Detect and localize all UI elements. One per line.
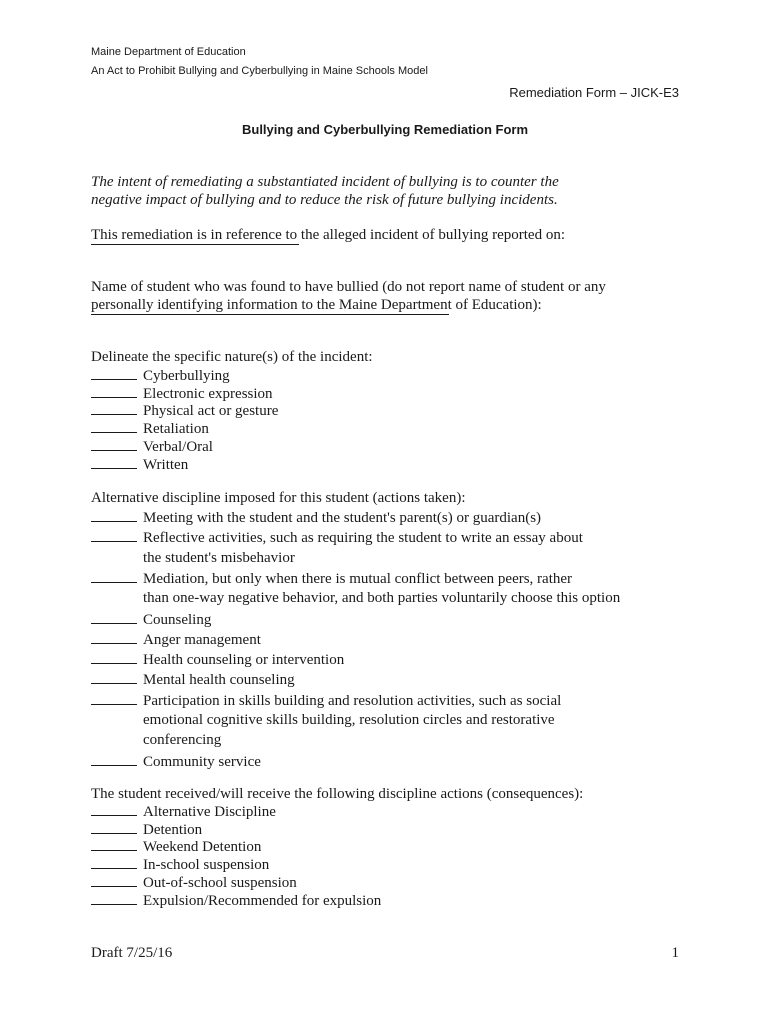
option-label: Retaliation <box>143 421 209 438</box>
checkbox-blank[interactable] <box>91 529 137 542</box>
checkbox-blank[interactable] <box>91 651 137 664</box>
option-label: Verbal/Oral <box>143 438 213 455</box>
option-label: Community service <box>143 753 261 770</box>
alternative-option <box>91 529 583 547</box>
option-label: Counseling <box>143 611 212 628</box>
option-label: Participation in skills building and resolution activities, such as social <box>143 692 562 709</box>
nature-option <box>91 385 273 403</box>
checkbox-blank[interactable] <box>91 420 137 433</box>
option-label: In-school suspension <box>143 857 270 874</box>
option-label: Alternative Discipline <box>143 804 276 820</box>
checkbox-blank[interactable] <box>91 874 137 887</box>
intro-line-2: negative impact of bullying and to reduce the risk of future bullying incidents. <box>91 192 558 208</box>
consequences-heading: The student received/will receive the following discipline actions (consequences): <box>91 786 584 802</box>
nature-heading: Delineate the specific nature(s) of the incident: <box>91 349 373 365</box>
option-label: Detention <box>143 821 203 838</box>
checkbox-blank[interactable] <box>91 570 137 583</box>
nature-option <box>91 367 230 385</box>
intro-line-1: The intent of remediating a substantiated incident of bullying is to counter the <box>91 174 559 190</box>
alternative-option <box>91 671 295 689</box>
nature-option <box>91 456 188 474</box>
student-name-field[interactable] <box>91 314 449 315</box>
reference-text: This remediation is in reference to the alleged incident of bullying reported on: <box>91 227 566 243</box>
checkbox-blank[interactable] <box>91 438 137 451</box>
option-label: Reflective activities, such as requiring the student to write an essay about <box>143 530 583 547</box>
header-act: An Act to Prohibit Bullying and Cyberbullying in Maine Schools Model <box>91 65 428 77</box>
checkbox-blank[interactable] <box>91 385 137 398</box>
checkbox-blank[interactable] <box>91 753 137 766</box>
option-label: Health counseling or intervention <box>143 652 345 669</box>
alternative-option <box>91 651 344 669</box>
consequence-option <box>91 856 269 874</box>
checkbox-blank[interactable] <box>91 892 137 905</box>
option-label: Meeting with the student and the student's parent(s) or guardian(s) <box>143 510 542 526</box>
student-name-line-1: Name of student who was found to have bullied (do not report name of student or any <box>91 279 606 295</box>
option-label: Out-of-school suspension <box>143 874 297 891</box>
option-label: Anger management <box>143 631 261 648</box>
option-label: Mediation, but only when there is mutual conflict between peers, rather <box>143 570 573 587</box>
checkbox-blank[interactable] <box>91 821 137 834</box>
option-continuation: conferencing <box>143 732 222 749</box>
option-label: Written <box>143 456 189 473</box>
alternative-option <box>91 692 561 710</box>
option-label: Weekend Detention <box>143 839 262 856</box>
option-label: Mental health counseling <box>143 672 295 689</box>
student-name-line-2: personally identifying information to the Maine Department of Education): <box>91 297 542 313</box>
option-label: Expulsion/Recommended for expulsion <box>143 892 382 909</box>
form-reference: Remediation Form – JICK-E3 <box>509 85 679 100</box>
consequence-option <box>91 821 202 839</box>
alternative-heading: Alternative discipline imposed for this student (actions taken): <box>91 490 466 506</box>
checkbox-blank[interactable] <box>91 838 137 851</box>
alternative-option <box>91 753 261 771</box>
alternative-option <box>91 509 541 527</box>
consequence-option <box>91 803 276 821</box>
form-title: Bullying and Cyberbullying Remediation Form <box>241 122 529 137</box>
checkbox-blank[interactable] <box>91 671 137 684</box>
nature-option <box>91 420 209 438</box>
checkbox-blank[interactable] <box>91 692 137 705</box>
consequence-option <box>91 874 297 892</box>
option-continuation: the student's misbehavior <box>143 549 295 566</box>
consequence-option <box>91 892 381 910</box>
checkbox-blank[interactable] <box>91 509 137 522</box>
option-label: Physical act or gesture <box>143 403 279 420</box>
option-continuation: emotional cognitive skills building, resolution circles and restorative <box>143 712 555 728</box>
option-continuation: than one-way negative behavior, and both parties voluntarily choose this option <box>143 590 621 607</box>
page-number: 1 <box>671 945 679 961</box>
nature-option <box>91 402 278 420</box>
checkbox-blank[interactable] <box>91 856 137 869</box>
alternative-option <box>91 570 572 588</box>
nature-option <box>91 438 213 456</box>
checkbox-blank[interactable] <box>91 631 137 644</box>
header-org: Maine Department of Education <box>91 46 246 58</box>
checkbox-blank[interactable] <box>91 611 137 624</box>
alternative-option <box>91 611 211 629</box>
checkbox-blank[interactable] <box>91 402 137 415</box>
alternative-option <box>91 631 261 649</box>
option-label: Cyberbullying <box>143 368 230 384</box>
checkbox-blank[interactable] <box>91 456 137 469</box>
checkbox-blank[interactable] <box>91 367 137 380</box>
consequence-option <box>91 838 261 856</box>
checkbox-blank[interactable] <box>91 803 137 816</box>
option-label: Electronic expression <box>143 385 273 402</box>
reported-date-field[interactable] <box>91 244 299 245</box>
draft-date: Draft 7/25/16 <box>91 945 173 961</box>
